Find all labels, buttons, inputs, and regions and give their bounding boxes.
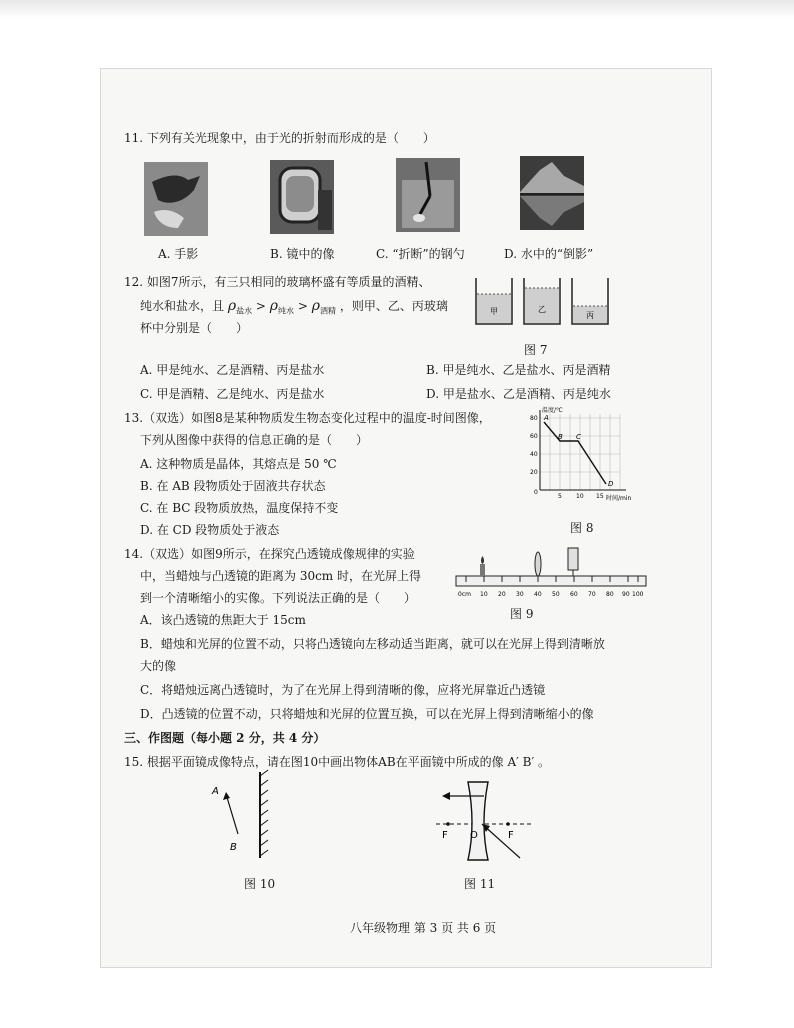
mirror-hatching (260, 770, 268, 856)
q14-line3: 到一个清晰缩小的实像。下列说法正确的是（ ） (140, 591, 417, 605)
q12-option-b: B. 甲是纯水、乙是盐水、丙是酒精 (426, 363, 611, 377)
q13-line1: 13.（双选）如图8是某种物质发生物态变化过程中的温度-时间图像， (124, 411, 491, 425)
ruler-label-10: 10 (480, 591, 488, 598)
q13-option-c: C. 在 BC 段物质放热，温度保持不变 (140, 501, 339, 515)
q12-line3: 杯中分别是（ ） (140, 321, 249, 335)
exam-page (100, 68, 712, 968)
beaker-yi (524, 278, 560, 324)
q15-stem: 15. 根据平面镜成像特点，请在图10中画出物体AB在平面镜中所成的像 A′ B′ 。 (124, 755, 551, 769)
fig8-xtick-15: 15 (596, 493, 604, 500)
q13-option-d: D. 在 CD 段物质处于液态 (140, 523, 280, 537)
q12-option-c: C. 甲是酒精、乙是纯水、丙是盐水 (140, 387, 325, 401)
ruler-label-100: 100 (632, 591, 644, 598)
fig8-xtick-5: 5 (558, 493, 562, 500)
lens-icon (535, 552, 541, 576)
beaker-label-bing: 丙 (586, 311, 594, 320)
fig8-grid (540, 414, 620, 490)
scan-edge (0, 0, 794, 18)
fig8-point-c: C (576, 433, 581, 441)
section-3-title: 三、作图题（每小题 2 分，共 4 分） (124, 731, 326, 745)
q14-option-a: A．该凸透镜的焦距大于 15cm (140, 613, 306, 627)
q14-line2: 中，当蜡烛与凸透镜的距离为 30cm 时，在光屏上得 (140, 569, 421, 583)
fig8-ytick-60: 60 (530, 433, 538, 440)
fig7-beakers (472, 274, 620, 330)
q11-option-d: D. 水中的“倒影” (504, 247, 594, 261)
ruler-label-0: 0cm (458, 591, 471, 598)
q13-option-b: B. 在 AB 段物质处于固液共存状态 (140, 479, 326, 493)
fig11-label-f-right: F (508, 830, 514, 841)
q13-line2: 下列从图像中获得的信息正确的是（ ） (140, 433, 369, 447)
q14-option-b-line2: 大的像 (140, 659, 177, 673)
fig10-plane-mirror (204, 768, 284, 866)
ruler-label-40: 40 (534, 591, 542, 598)
beaker-label-yi: 乙 (538, 305, 546, 314)
q11-stem: 11. 下列有关光现象中，由于光的折射而形成的是（ ） (124, 131, 435, 145)
q12-option-a: A. 甲是纯水、乙是酒精、丙是盐水 (140, 363, 325, 377)
fig8-ylabel: 温度/℃ (542, 407, 563, 414)
object-ab-arrow (226, 794, 238, 834)
reflection-photo (520, 156, 584, 230)
beaker-label-jia: 甲 (490, 307, 498, 316)
page-footer: 八年级物理 第 3 页 共 6 页 (350, 921, 497, 935)
bent-spoon-photo (396, 158, 460, 232)
fig9-caption: 图 9 (510, 607, 534, 621)
beaker-bing (572, 278, 608, 324)
fig10-label-a: A (212, 786, 219, 797)
fig8-ytick-40: 40 (530, 451, 538, 458)
fig8-caption: 图 8 (570, 521, 594, 535)
fig8-curve (544, 422, 606, 484)
q14-line1: 14.（双选）如图9所示，在探究凸透镜成像规律的实验 (124, 547, 415, 561)
fig8-ytick-0: 0 (534, 489, 538, 496)
ruler-label-90: 90 (622, 591, 630, 598)
fig11-concave-lens (428, 772, 538, 864)
ruler-label-50: 50 (552, 591, 560, 598)
fig8-xlabel: 时间/min (606, 495, 632, 502)
fig9-optical-bench (452, 546, 652, 602)
beaker-jia (476, 278, 512, 324)
q11-option-c: C. “折断”的钢勺 (376, 247, 465, 261)
candle-icon (480, 556, 485, 576)
mirror-photo (270, 160, 334, 234)
ruler-label-30: 30 (516, 591, 524, 598)
q11-option-a: A. 手影 (158, 247, 199, 261)
fig10-label-b: B (230, 842, 237, 853)
concave-lens-icon (468, 782, 488, 860)
fig8-xtick-10: 10 (576, 493, 584, 500)
q14-option-b-line1: B．蜡烛和光屏的位置不动，只将凸透镜向左移动适当距离，就可以在光屏上得到清晰放 (140, 637, 605, 651)
object-arrowhead (223, 792, 230, 800)
fig8-ytick-20: 20 (530, 469, 538, 476)
fig8-point-a: A (544, 414, 549, 422)
fig8-temperature-graph (510, 406, 634, 508)
ruler-label-70: 70 (588, 591, 596, 598)
q12-option-d: D. 甲是盐水、乙是酒精、丙是纯水 (426, 387, 611, 401)
fig10-caption: 图 10 (244, 877, 276, 891)
ruler-label-60: 60 (570, 591, 578, 598)
screen-icon (568, 548, 578, 576)
fig8-point-b: B (558, 433, 563, 441)
fig8-ytick-80: 80 (530, 415, 538, 422)
ruler-label-80: 80 (606, 591, 614, 598)
ray-arrowhead-left (442, 792, 450, 800)
q12-line2: 纯水和盐水，且 $\rho_{盐水} > \rho_{纯水} > \rho_{酒精}$ ，则甲、乙、丙玻璃 (140, 298, 448, 316)
hand-shadow-photo (144, 162, 208, 236)
fig7-caption: 图 7 (524, 343, 548, 357)
fig11-caption: 图 11 (464, 877, 496, 891)
fig11-label-f-left: F (442, 830, 448, 841)
q13-option-a: A. 这种物质是晶体，其熔点是 50 ℃ (140, 457, 337, 471)
q11-option-b: B. 镜中的像 (270, 247, 335, 261)
ruler-label-20: 20 (498, 591, 506, 598)
q14-option-c: C．将蜡烛远离凸透镜时，为了在光屏上得到清晰的像，应将光屏靠近凸透镜 (140, 683, 546, 697)
q14-option-d: D．凸透镜的位置不动，只将蜡烛和光屏的位置互换，可以在光屏上得到清晰缩小的像 (140, 707, 594, 721)
q12-line1: 12. 如图7所示，有三只相同的玻璃杯盛有等质量的酒精、 (124, 275, 431, 289)
fig8-point-d: D (608, 480, 614, 488)
fig11-label-o: O (470, 830, 478, 841)
